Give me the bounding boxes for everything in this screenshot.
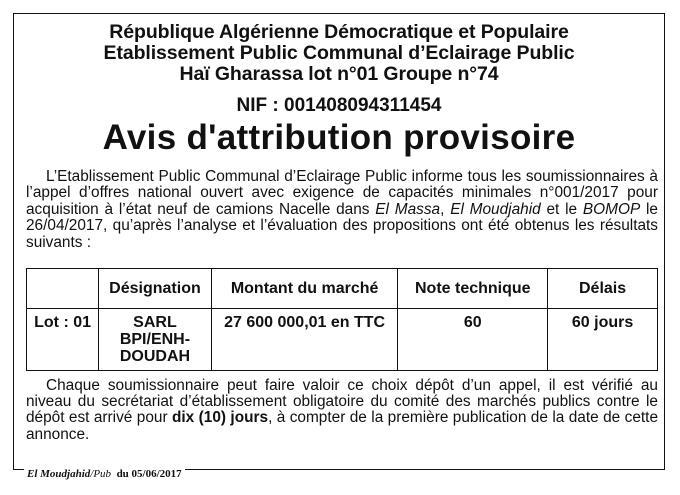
cell-designation: SARL BPI/ENH-DOUDAH: [99, 309, 212, 371]
intro-sep-1: ,: [440, 200, 451, 218]
cell-lot: Lot : 01: [27, 309, 99, 371]
table-row: [27, 309, 658, 371]
footer-publication: El Moudjahid: [27, 468, 91, 480]
intro-text-1: L’Etablissement Public Communal d’Eclairage Public informe tous les soumissionnaires à l’appel d’offres national ouvert avec exigence de capacités minimales n°001/2017 pour acquisition à l’état neuf de camions Nacelle dans: [26, 168, 658, 218]
nif-number: NIF : 001408094311454: [236, 95, 442, 116]
newspaper-el-moudjahid: El Moudjahid: [450, 200, 541, 218]
header-republic: République Algérienne Démocratique et Populaire: [109, 21, 569, 43]
notice-title: Avis d'attribution provisoire: [102, 118, 576, 157]
header-empty: [27, 269, 99, 309]
footer-date: du 05/06/2017: [116, 468, 182, 480]
closing-deadline: dix (10) jours: [172, 409, 269, 427]
cell-note: 60: [398, 309, 548, 371]
intro-text-2: le 26/04/2017, qu’après l’analyse et l’évaluation des propositions ont été obtenus les résultats suivants :: [26, 200, 658, 251]
newspaper-bomop: BOMOP: [582, 200, 641, 218]
newspaper-el-massa: El Massa: [375, 200, 441, 218]
cell-delais: 60 jours: [548, 309, 658, 371]
header-delais: Délais: [548, 269, 658, 309]
header-note: Note technique: [398, 269, 548, 309]
cell-montant: 27 600 000,01 en TTC: [211, 309, 398, 371]
header-address: Haï Gharassa lot n°01 Groupe n°74: [179, 63, 499, 85]
header-montant: Montant du marché: [211, 269, 398, 309]
publication-footer: [24, 468, 185, 480]
intro-sep-2: et le: [540, 200, 583, 218]
closing-text-2: , à compter de la première publication de la date de cette annonce.: [26, 409, 658, 443]
header-establishment: Etablissement Public Communal d’Eclairage Public: [103, 42, 575, 64]
header-designation: Désignation: [99, 269, 212, 309]
intro-paragraph: [26, 169, 658, 251]
footer-pub: /Pub: [90, 468, 112, 480]
closing-text-1: Chaque soumissionnaire peut faire valoir ce choix dépôt d’un appel, il est vérifié au niveau du secrétariat d’établissement obligatoire du comité des marchés publics contre le dépôt est arrivé pour: [26, 377, 658, 427]
closing-paragraph: [26, 378, 658, 443]
table-header-row: [27, 269, 658, 309]
results-table: [26, 268, 658, 371]
